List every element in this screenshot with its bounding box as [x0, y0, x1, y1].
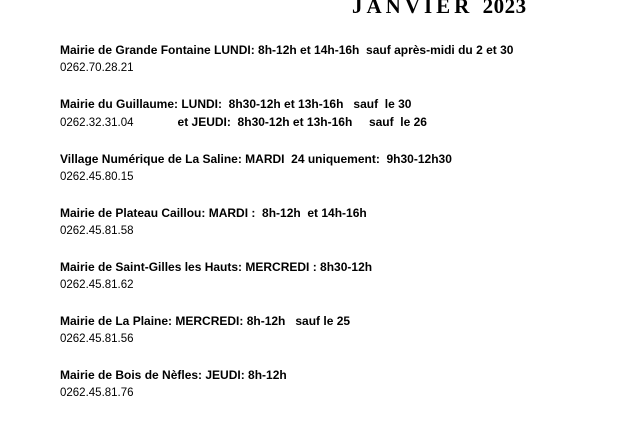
entry-schedule: Mairie de Grande Fontaine LUNDI: 8h-12h et 14h-16h sauf après-midi du 2 et 30	[60, 43, 514, 57]
entry-phone: 0262.70.28.21	[60, 62, 134, 74]
entry-phone: 0262.45.80.15	[60, 171, 134, 183]
schedule-entry-la-saline	[60, 150, 513, 186]
entry-schedule: Village Numérique de La Saline: MARDI 24 uniquement: 9h30-12h30	[60, 152, 452, 166]
schedule-entry-plateau-caillou	[60, 204, 513, 240]
schedule-entry-grande-fontaine	[60, 41, 513, 77]
entry-phone: 0262.45.81.58	[60, 225, 134, 237]
entry-phone-row	[60, 113, 513, 132]
entry-schedule: Mairie de Plateau Caillou: MARDI : 8h-12h et 14h-16h	[60, 206, 367, 220]
entry-phone: 0262.45.81.56	[60, 333, 134, 345]
schedule-entry-bois-de-nefles	[60, 366, 513, 402]
entry-schedule: Mairie de Saint-Gilles les Hauts: MERCREDI : 8h30-12h	[60, 260, 373, 274]
schedule-entry-saint-gilles	[60, 258, 513, 294]
entry-phone: 0262.45.81.76	[60, 387, 134, 399]
schedule-entry-la-plaine	[60, 312, 513, 348]
entry-phone: 0262.32.31.04	[60, 117, 134, 129]
title-month: JANVIER	[352, 0, 474, 18]
entry-schedule: Mairie de La Plaine: MERCREDI: 8h-12h sauf le 25	[60, 314, 351, 328]
entry-extra-schedule: et JEUDI: 8h30-12h et 13h-16h sauf le 26	[177, 115, 427, 129]
schedule-list	[60, 41, 513, 402]
entry-schedule: Mairie de Bois de Nèfles: JEUDI: 8h-12h	[60, 368, 287, 382]
schedule-entry-guillaume	[60, 95, 513, 132]
title-year: 2023	[482, 0, 527, 18]
entry-phone: 0262.45.81.62	[60, 279, 134, 291]
page-title	[352, 0, 527, 18]
entry-schedule: Mairie du Guillaume: LUNDI: 8h30-12h et 13h-16h sauf le 30	[60, 97, 412, 111]
